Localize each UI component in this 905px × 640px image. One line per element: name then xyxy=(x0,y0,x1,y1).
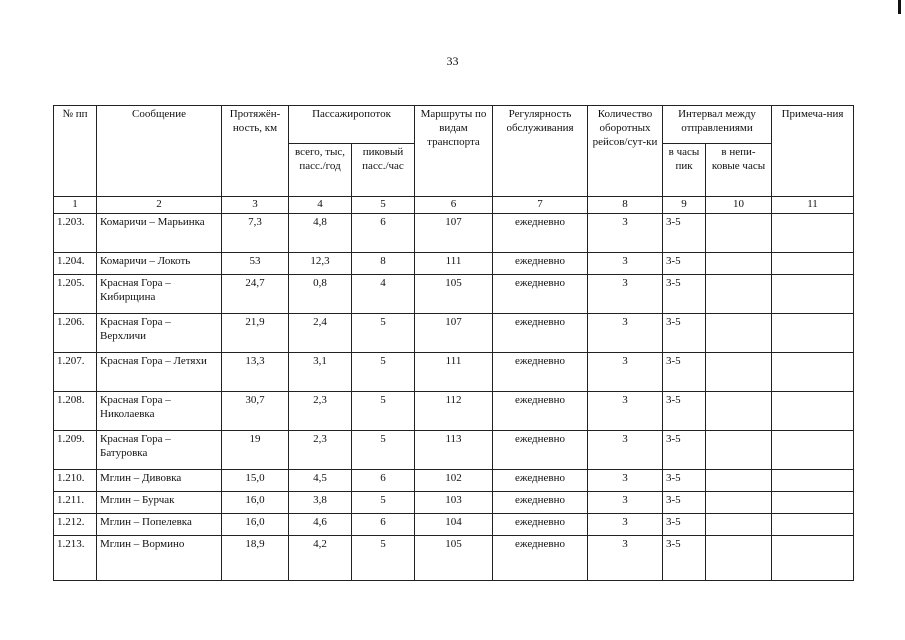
row-notes xyxy=(772,431,854,470)
row-offpeak-interval xyxy=(706,314,772,353)
table-row xyxy=(54,214,854,253)
row-trips: 3 xyxy=(588,536,663,581)
row-routes: 104 xyxy=(415,514,493,536)
column-number: 2 xyxy=(97,197,222,214)
row-trips: 3 xyxy=(588,353,663,392)
row-routes: 102 xyxy=(415,470,493,492)
row-length: 7,3 xyxy=(222,214,289,253)
routes-table xyxy=(53,105,854,581)
row-routes: 105 xyxy=(415,275,493,314)
row-regularity: ежедневно xyxy=(493,431,588,470)
row-offpeak-interval xyxy=(706,275,772,314)
row-total: 4,6 xyxy=(289,514,352,536)
row-number: 1.207. xyxy=(54,353,97,392)
row-route: Комаричи – Локоть xyxy=(97,253,222,275)
row-peak: 6 xyxy=(352,514,415,536)
row-regularity: ежедневно xyxy=(493,470,588,492)
header-notes: Примеча-ния xyxy=(772,106,854,197)
row-peak-interval: 3-5 xyxy=(663,392,706,431)
row-length: 21,9 xyxy=(222,314,289,353)
row-regularity: ежедневно xyxy=(493,353,588,392)
header-length: Протяжён-ность, км xyxy=(222,106,289,197)
row-peak-interval: 3-5 xyxy=(663,214,706,253)
row-total: 4,5 xyxy=(289,470,352,492)
row-number: 1.203. xyxy=(54,214,97,253)
row-peak-interval: 3-5 xyxy=(663,253,706,275)
row-total: 3,8 xyxy=(289,492,352,514)
row-total: 12,3 xyxy=(289,253,352,275)
row-trips: 3 xyxy=(588,470,663,492)
row-regularity: ежедневно xyxy=(493,253,588,275)
row-route: Красная Гора – Кибирщина xyxy=(97,275,222,314)
column-number: 3 xyxy=(222,197,289,214)
table-row xyxy=(54,392,854,431)
row-trips: 3 xyxy=(588,492,663,514)
row-notes xyxy=(772,536,854,581)
table-row xyxy=(54,536,854,581)
row-route: Красная Гора – Летяхи xyxy=(97,353,222,392)
row-trips: 3 xyxy=(588,431,663,470)
row-routes: 103 xyxy=(415,492,493,514)
header-routes: Маршруты по видам транспорта xyxy=(415,106,493,197)
row-offpeak-interval xyxy=(706,470,772,492)
row-trips: 3 xyxy=(588,275,663,314)
row-length: 53 xyxy=(222,253,289,275)
table-row xyxy=(54,275,854,314)
column-number: 7 xyxy=(493,197,588,214)
row-peak: 5 xyxy=(352,492,415,514)
row-length: 16,0 xyxy=(222,492,289,514)
column-number-row xyxy=(54,197,854,214)
row-routes: 107 xyxy=(415,314,493,353)
row-length: 30,7 xyxy=(222,392,289,431)
row-trips: 3 xyxy=(588,253,663,275)
table-row xyxy=(54,253,854,275)
row-peak: 5 xyxy=(352,431,415,470)
row-route: Красная Гора – Николаевка xyxy=(97,392,222,431)
row-route: Мглин – Попелевка xyxy=(97,514,222,536)
row-notes xyxy=(772,314,854,353)
row-regularity: ежедневно xyxy=(493,492,588,514)
scan-edge-mark xyxy=(898,0,901,14)
row-route: Мглин – Дивовка xyxy=(97,470,222,492)
column-number: 4 xyxy=(289,197,352,214)
row-peak-interval: 3-5 xyxy=(663,353,706,392)
row-peak: 5 xyxy=(352,353,415,392)
row-number: 1.206. xyxy=(54,314,97,353)
row-offpeak-interval xyxy=(706,431,772,470)
row-total: 3,1 xyxy=(289,353,352,392)
column-number: 11 xyxy=(772,197,854,214)
row-route: Мглин – Вормино xyxy=(97,536,222,581)
row-peak-interval: 3-5 xyxy=(663,275,706,314)
row-length: 24,7 xyxy=(222,275,289,314)
row-trips: 3 xyxy=(588,314,663,353)
column-number: 5 xyxy=(352,197,415,214)
row-peak: 6 xyxy=(352,470,415,492)
row-peak: 6 xyxy=(352,214,415,253)
row-notes xyxy=(772,392,854,431)
row-route: Комаричи – Марьинка xyxy=(97,214,222,253)
table-row xyxy=(54,470,854,492)
row-total: 0,8 xyxy=(289,275,352,314)
row-routes: 113 xyxy=(415,431,493,470)
row-offpeak-interval xyxy=(706,214,772,253)
row-peak: 5 xyxy=(352,314,415,353)
header-peak-hours: в часы пик xyxy=(663,144,706,197)
row-peak: 5 xyxy=(352,392,415,431)
row-notes xyxy=(772,492,854,514)
page-number: 33 xyxy=(446,54,459,68)
row-trips: 3 xyxy=(588,392,663,431)
row-routes: 112 xyxy=(415,392,493,431)
row-routes: 107 xyxy=(415,214,493,253)
row-number: 1.204. xyxy=(54,253,97,275)
row-peak-interval: 3-5 xyxy=(663,431,706,470)
row-total: 2,3 xyxy=(289,431,352,470)
row-number: 1.209. xyxy=(54,431,97,470)
row-route: Красная Гора – Верхличи xyxy=(97,314,222,353)
row-peak-interval: 3-5 xyxy=(663,314,706,353)
header-total: всего, тыс, пасс./год xyxy=(289,144,352,197)
row-peak: 4 xyxy=(352,275,415,314)
row-route: Мглин – Бурчак xyxy=(97,492,222,514)
table-row xyxy=(54,514,854,536)
row-peak-interval: 3-5 xyxy=(663,470,706,492)
row-notes xyxy=(772,470,854,492)
table-row xyxy=(54,314,854,353)
header-offpeak-hours: в непи-ковые часы xyxy=(706,144,772,197)
row-offpeak-interval xyxy=(706,392,772,431)
header-trips: Количество оборотных рейсов/сут-ки xyxy=(588,106,663,197)
row-peak: 5 xyxy=(352,536,415,581)
column-number: 9 xyxy=(663,197,706,214)
row-length: 19 xyxy=(222,431,289,470)
row-route: Красная Гора – Батуровка xyxy=(97,431,222,470)
column-number: 8 xyxy=(588,197,663,214)
row-notes xyxy=(772,253,854,275)
column-number: 1 xyxy=(54,197,97,214)
table-row xyxy=(54,492,854,514)
row-offpeak-interval xyxy=(706,253,772,275)
row-notes xyxy=(772,214,854,253)
row-regularity: ежедневно xyxy=(493,392,588,431)
row-notes xyxy=(772,275,854,314)
row-regularity: ежедневно xyxy=(493,536,588,581)
row-number: 1.213. xyxy=(54,536,97,581)
row-total: 4,2 xyxy=(289,536,352,581)
column-number: 6 xyxy=(415,197,493,214)
row-peak-interval: 3-5 xyxy=(663,514,706,536)
row-length: 18,9 xyxy=(222,536,289,581)
row-total: 4,8 xyxy=(289,214,352,253)
row-length: 13,3 xyxy=(222,353,289,392)
row-peak-interval: 3-5 xyxy=(663,492,706,514)
row-routes: 105 xyxy=(415,536,493,581)
row-regularity: ежедневно xyxy=(493,514,588,536)
header-peak: пиковый пасс./час xyxy=(352,144,415,197)
row-offpeak-interval xyxy=(706,514,772,536)
row-offpeak-interval xyxy=(706,353,772,392)
row-notes xyxy=(772,353,854,392)
row-length: 15,0 xyxy=(222,470,289,492)
header-interval: Интервал между отправлениями xyxy=(663,106,772,144)
header-passenger-flow: Пассажиропоток xyxy=(289,106,415,144)
row-number: 1.210. xyxy=(54,470,97,492)
row-number: 1.208. xyxy=(54,392,97,431)
row-notes xyxy=(772,514,854,536)
row-length: 16,0 xyxy=(222,514,289,536)
row-routes: 111 xyxy=(415,253,493,275)
row-number: 1.212. xyxy=(54,514,97,536)
header-regularity: Регулярность обслуживания xyxy=(493,106,588,197)
row-number: 1.205. xyxy=(54,275,97,314)
table-row xyxy=(54,431,854,470)
table-body xyxy=(54,214,854,581)
row-peak: 8 xyxy=(352,253,415,275)
table-row xyxy=(54,353,854,392)
row-trips: 3 xyxy=(588,214,663,253)
row-total: 2,3 xyxy=(289,392,352,431)
header-route: Сообщение xyxy=(97,106,222,197)
row-regularity: ежедневно xyxy=(493,275,588,314)
row-offpeak-interval xyxy=(706,536,772,581)
row-total: 2,4 xyxy=(289,314,352,353)
row-trips: 3 xyxy=(588,514,663,536)
header-num: № пп xyxy=(54,106,97,197)
row-number: 1.211. xyxy=(54,492,97,514)
row-regularity: ежедневно xyxy=(493,214,588,253)
row-routes: 111 xyxy=(415,353,493,392)
row-regularity: ежедневно xyxy=(493,314,588,353)
row-offpeak-interval xyxy=(706,492,772,514)
column-number: 10 xyxy=(706,197,772,214)
row-peak-interval: 3-5 xyxy=(663,536,706,581)
